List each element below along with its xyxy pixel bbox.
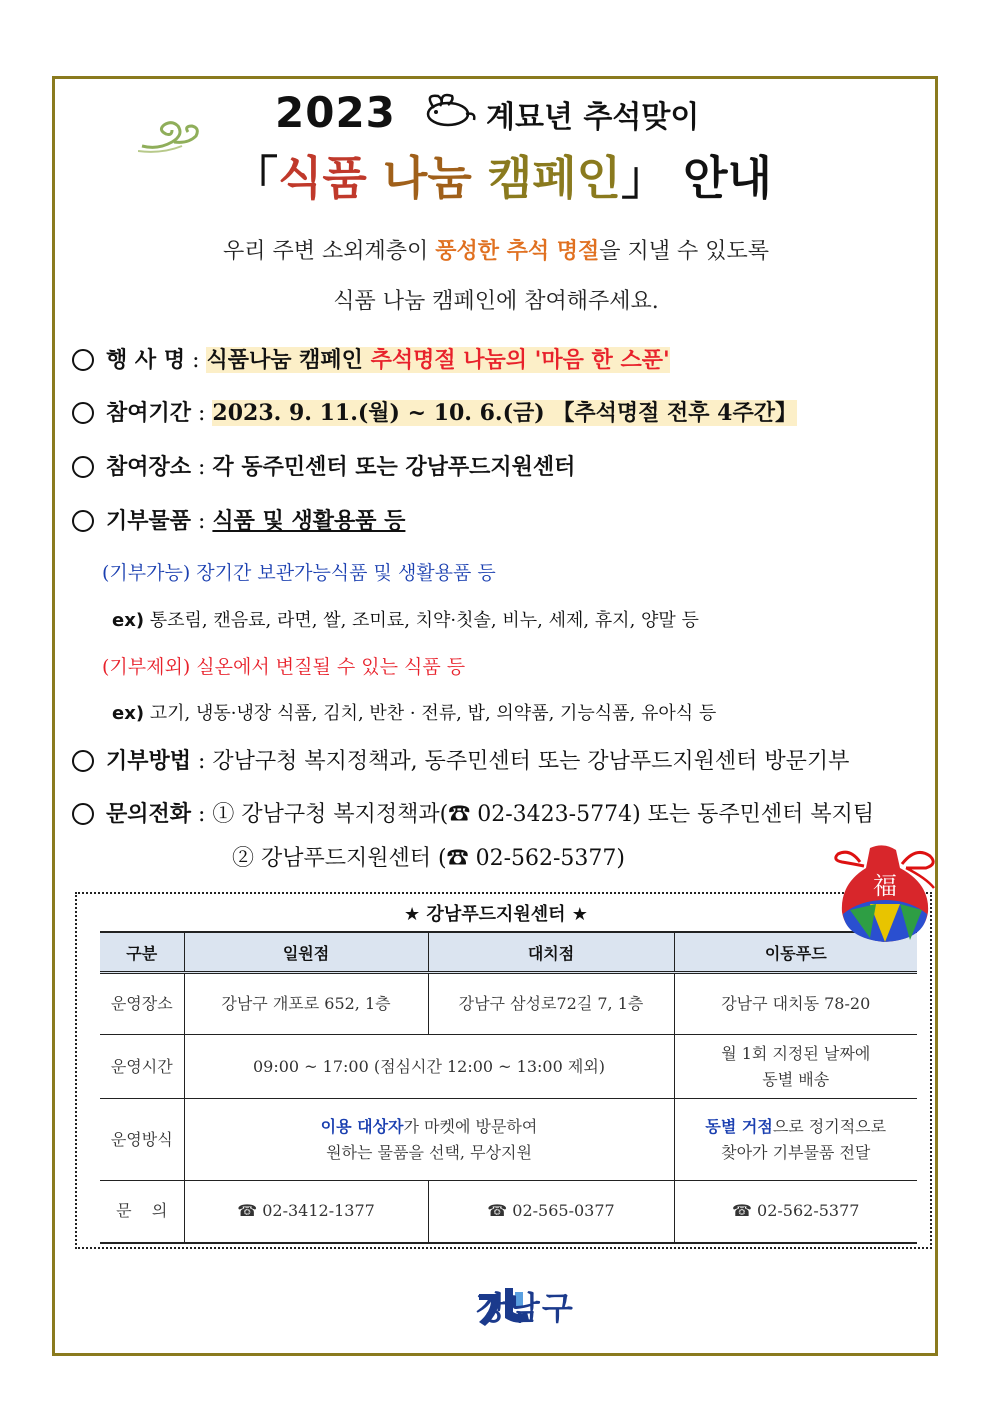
row-label: 행 사 명 <box>106 348 186 373</box>
page-title <box>232 142 772 208</box>
cell-phone-irwon: ☎ 02-3412-1377 <box>184 1181 428 1243</box>
cell-text: 동별 배송 <box>762 1069 830 1089</box>
cell-place-daechi: 강남구 삼성로72길 7, 1층 <box>428 973 674 1035</box>
period-value: 2023. 9. 11.(월) ~ 10. 6.(금) 【추석명절 전후 4주간】 <box>212 400 797 426</box>
row-label: 문 의 <box>100 1181 184 1243</box>
goods-value: 식품 및 생활용품 등 <box>212 508 406 534</box>
cell-method-stores <box>184 1099 674 1181</box>
cell-text: 원하는 물품을 선택, 무상지원 <box>326 1142 532 1162</box>
title-bracket-open: 「 <box>232 151 278 205</box>
contact-line-2: ② 강남푸드지원센터 (☎ 02-562-5377) <box>232 846 626 871</box>
cell-text: 가 마켓에 방문하여 <box>403 1116 538 1136</box>
cell-text: 찾아가 기부물품 전달 <box>721 1142 871 1162</box>
goods-row <box>72 504 405 535</box>
intro-highlight: 풍성한 추석 명절 <box>435 238 600 264</box>
title-word-campaign: 캠페인 <box>487 151 622 205</box>
circle-bullet-icon <box>72 750 94 772</box>
cell-highlight: 이용 대상자 <box>320 1116 404 1136</box>
method-value: 강남구청 복지정책과, 동주민센터 또는 강남푸드지원센터 방문기부 <box>212 749 850 774</box>
table-row <box>100 1181 917 1243</box>
intro-line-1 <box>0 234 992 265</box>
row-label: 운영시간 <box>100 1035 184 1099</box>
row-separator: : <box>191 455 213 480</box>
title-word-guide: 안내 <box>683 151 772 205</box>
event-name-value: 식품나눔 캠페인 <box>206 347 371 373</box>
table-row <box>100 1035 917 1099</box>
circle-bullet-icon <box>72 402 94 424</box>
contact-line-1: ① 강남구청 복지정책과(☎ 02-3423-5774) 또는 동주민센터 복지팀 <box>212 802 875 827</box>
title-bracket-close: 」 <box>621 151 668 205</box>
method-row <box>72 744 849 775</box>
cell-highlight: 동별 거점 <box>705 1116 773 1136</box>
excluded-examples <box>112 699 716 725</box>
header-mobile: 이동푸드 <box>674 932 917 973</box>
page-subtitle: 계묘년 추석맞이 <box>486 100 700 135</box>
circle-bullet-icon <box>72 456 94 478</box>
row-separator: : <box>191 509 213 534</box>
circle-bullet-icon <box>72 349 94 371</box>
header-category: 구분 <box>100 932 184 973</box>
row-label: 운영방식 <box>100 1099 184 1181</box>
year-heading: 2023 <box>275 88 396 137</box>
row-separator: : <box>185 348 207 373</box>
intro-line-2: 식품 나눔 캠페인에 참여해주세요. <box>333 289 659 314</box>
row-separator: : <box>191 802 213 827</box>
row-label: 문의전화 <box>106 802 192 827</box>
cell-time-stores: 09:00 ~ 17:00 (점심시간 12:00 ~ 13:00 제외) <box>184 1035 674 1099</box>
table-row <box>100 973 917 1035</box>
cell-place-mobile: 강남구 대치동 78-20 <box>674 973 917 1035</box>
intro-text: 을 지낼 수 있도록 <box>599 239 770 264</box>
event-name-highlight: 추석명절 나눔의 '마음 한 스푼' <box>370 347 670 373</box>
center-title: ★ 강남푸드지원센터 ★ <box>404 904 588 925</box>
event-name-row <box>72 343 670 374</box>
ex-prefix: ex) <box>112 610 145 631</box>
place-value: 각 동주민센터 또는 강남푸드지원센터 <box>212 454 576 480</box>
rabbit-icon <box>418 90 480 130</box>
title-word-share: 나눔 <box>382 151 472 205</box>
gangnam-logo-text: 강남구 <box>476 1289 575 1327</box>
cell-text: 월 1회 지정된 날짜에 <box>721 1043 871 1063</box>
contact-row <box>72 797 874 828</box>
pouch-character: 福 <box>873 872 897 900</box>
row-label: 참여장소 <box>106 455 192 480</box>
place-row <box>72 450 575 481</box>
cell-text: 으로 정기적으로 <box>772 1116 887 1136</box>
allowed-examples-text: 통조림, 캔음료, 라면, 쌀, 조미료, 치약·칫솔, 비누, 세제, 휴지, 양말 등 <box>144 610 699 631</box>
cloud-ornament-icon <box>138 116 202 156</box>
lucky-pouch-icon <box>830 838 940 950</box>
intro-text: 우리 주변 소외계층이 <box>222 239 436 264</box>
period-row <box>72 396 797 427</box>
cell-time-mobile <box>674 1035 917 1099</box>
row-separator: : <box>191 749 213 774</box>
row-label: 운영장소 <box>100 973 184 1035</box>
title-word-food: 식품 <box>278 151 367 205</box>
table-header-row <box>100 932 917 973</box>
header-irwon: 일원점 <box>184 932 428 973</box>
row-separator: : <box>191 401 213 426</box>
table-row <box>100 1099 917 1181</box>
cell-place-irwon: 강남구 개포로 652, 1층 <box>184 973 428 1035</box>
excluded-examples-text: 고기, 냉동·냉장 식품, 김치, 반찬 · 전류, 밥, 의약품, 기능식품, 유아식 등 <box>144 703 717 724</box>
cell-phone-daechi: ☎ 02-565-0377 <box>428 1181 674 1243</box>
excluded-goods: (기부제외) 실온에서 변질될 수 있는 식품 등 <box>102 656 466 678</box>
row-label: 기부물품 <box>106 509 192 534</box>
row-label: 기부방법 <box>106 749 192 774</box>
ex-prefix: ex) <box>112 703 145 724</box>
cell-phone-mobile: ☎ 02-562-5377 <box>674 1181 917 1243</box>
circle-bullet-icon <box>72 510 94 532</box>
circle-bullet-icon <box>72 803 94 825</box>
allowed-goods: (기부가능) 장기간 보관가능식품 및 생활용품 등 <box>102 562 496 584</box>
row-label: 참여기간 <box>106 401 192 426</box>
center-table <box>100 931 917 1244</box>
allowed-examples <box>112 606 699 632</box>
cell-method-mobile <box>674 1099 917 1181</box>
header-daechi: 대치점 <box>428 932 674 973</box>
